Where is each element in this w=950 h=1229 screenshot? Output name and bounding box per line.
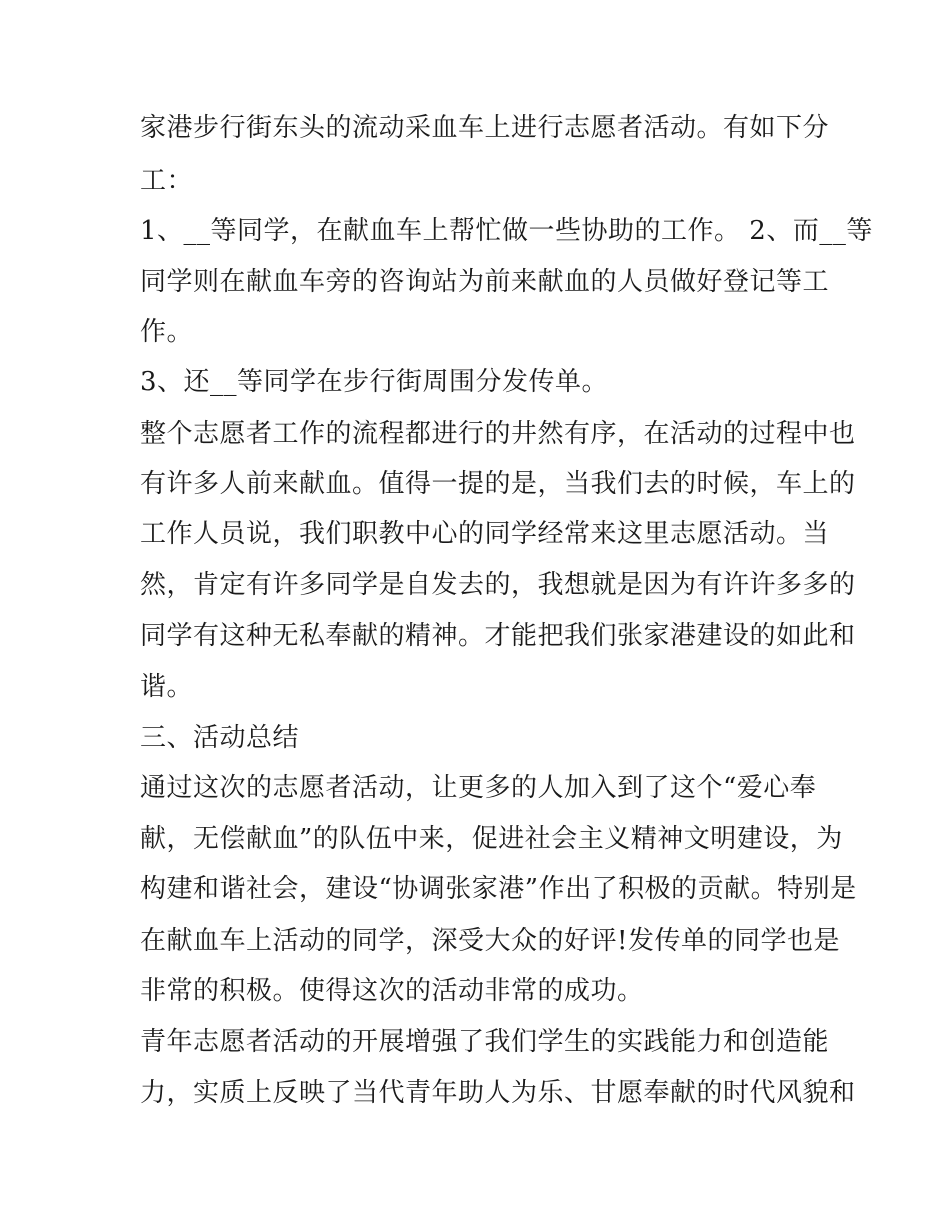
text-line: 在献血车上活动的同学，深受大众的好评!发传单的同学也是	[140, 926, 840, 956]
text-line: 通过这次的志愿者活动，让更多的人加入到了这个“爱心奉	[140, 773, 817, 803]
section-heading: 三、活动总结	[140, 723, 300, 753]
text-line: 同学有这种无私奉献的精神。才能把我们张家港建设的如此和	[140, 621, 856, 651]
text-line: 3、还__等同学在步行街周围分发传单。	[140, 367, 609, 397]
text-line: 献，无偿献血”的队伍中来，促进社会主义精神文明建设，为	[140, 824, 843, 854]
text-line: 1、__等同学，在献血车上帮忙做一些协助的工作。 2、而__等	[140, 216, 873, 246]
text-line: 有许多人前来献血。值得一提的是，当我们去的时候，车上的	[140, 469, 856, 499]
text-line: 力，实质上反映了当代青年助人为乐、甘愿奉献的时代风貌和	[140, 1078, 856, 1108]
text-line: 谐。	[140, 672, 194, 702]
text-line: 构建和谐社会，建设“协调张家港”作出了积极的贡献。特别是	[140, 874, 857, 904]
text-line: 作。	[140, 317, 194, 347]
text-line: 非常的积极。使得这次的活动非常的成功。	[140, 976, 644, 1006]
text-line: 家港步行街东头的流动采血车上进行志愿者活动。有如下分	[140, 113, 830, 143]
text-line: 青年志愿者活动的开展增强了我们学生的实践能力和创造能	[140, 1027, 830, 1057]
text-line: 工作人员说，我们职教中心的同学经常来这里志愿活动。当	[140, 519, 830, 549]
text-line: 同学则在献血车旁的咨询站为前来献血的人员做好登记等工	[140, 267, 830, 297]
text-line: 整个志愿者工作的流程都进行的井然有序，在活动的过程中也	[140, 419, 856, 449]
text-line: 工：	[140, 166, 194, 196]
text-line: 然，肯定有许多同学是自发去的，我想就是因为有许许多多的	[140, 570, 856, 600]
